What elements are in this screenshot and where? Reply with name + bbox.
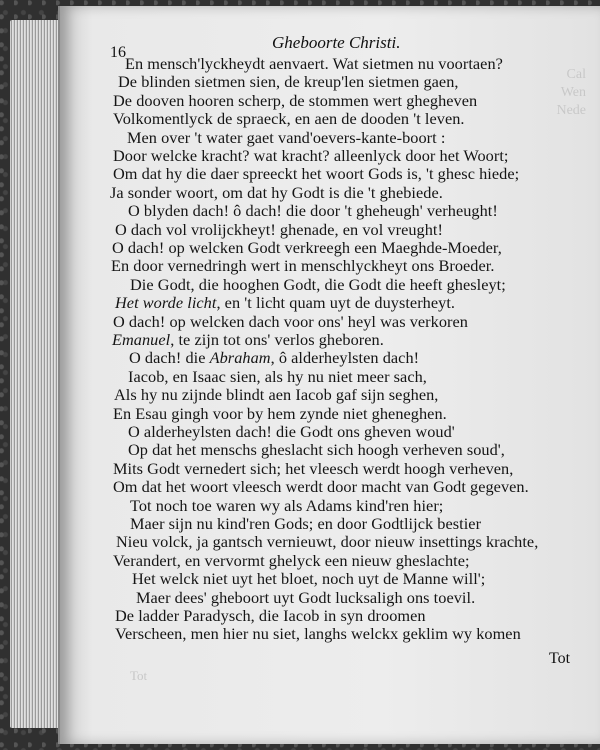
verse-line: O alderheylsten dach! die Godt ons gheven woud' [128,422,455,441]
verse-line: Ja sonder woort, om dat hy Godt is die 't ghebiede. [110,182,443,202]
verse-line: Maer dees' gheboort uyt Godt lucksaligh ons toevil. [136,587,476,607]
verse-line: O blyden dach! ô dach! die door 't gheheugh' verheught! [128,201,498,221]
bleed-bottom-text: Tot [130,668,148,683]
bleed-line: Cal [566,67,586,82]
verse-line: En door vernedringh wert in menschlyckheyt ons Broeder. [111,256,495,276]
verse-line: De blinden sietmen sien, de kreup'len sietmen gaen, [118,72,459,92]
verse-line: Emanuel, te zijn tot ons' verlos gheboren. [112,330,384,349]
verse-line: Die Godt, die hooghen Godt, die Godt die heeft ghesleyt; [130,274,506,294]
verse-line: Verandert, en vervormt ghelyck een nieuw gheslachte; [113,550,470,570]
bleed-line: Nede [556,103,586,118]
catchword: Tot [549,650,571,667]
verse-line: Nieu volck, ja gantsch vernieuwt, door nieuw insettings krachte, [116,532,539,552]
page-stack-edge [10,20,60,728]
running-head: Gheboorte Christi. [272,33,401,52]
verse-line: O dach! op welcken dach voor ons' heyl was verkoren [113,311,468,331]
verse-line: Men over 't water gaet vand'oevers-kante-boort : [127,127,446,147]
verse-line: O dach! op welcken Godt verkreegh een Maeghde-Moeder, [112,238,502,257]
verse-line: O dach vol vrolijckheyt! ghenade, en vol vreught! [115,219,443,239]
verse-line: Op dat het menschs gheslacht sich hoogh verheven soud', [128,440,505,460]
verse-line: De dooven hooren scherp, de stommen wert ghegheven [113,90,478,110]
verse-line: De ladder Paradysch, die Iacob in syn droomen [115,606,426,625]
verse-line: En Esau gingh voor by hem zynde niet gheneghen. [113,403,447,423]
verse-line: Als hy nu zijnde blindt aen Iacob gaf sijn seghen, [114,385,439,405]
page-number: 16 [110,44,126,61]
verse-line: Om dat hy die daer spreeckt het woort Gods is, 't ghesc hiede; [113,164,520,184]
verse-line: Het welck niet uyt het bloet, noch uyt de Manne will'; [132,569,486,589]
bleed-line: Wen [560,85,586,100]
verse-line: Om dat het woort vleesch werdt door macht van Godt gegeven. [113,477,529,497]
verse-line: Tot noch toe waren wy als Adams kind'ren hier; [130,495,444,515]
verse-line: Volkomentlyck de spraeck, en aen de dooden 't leven. [113,109,465,129]
bleed-through-text [516,66,586,118]
verse-line: O dach! die Abraham, ô alderheylsten dach! [129,348,420,368]
verse-line: Iacob, en Isaac sien, als hy nu niet meer sach, [128,366,427,386]
verse-line: Het worde licht, en 't licht quam uyt de duysterheyt. [115,293,456,313]
verse-line: Maer sijn nu kind'ren Gods; en door Godtlijck bestier [130,514,482,533]
verse-line: En mensch'lyckheydt aenvaert. Wat sietmen nu voortaen? [125,54,503,73]
verse-line: Mits Godt vernedert sich; het vleesch werdt hoogh verheven, [113,458,514,478]
verse-line: Verscheen, men hier nu siet, langhs welckx geklim wy komen [115,624,521,644]
verse-line: Door welcke kracht? wat kracht? alleenlyck door het Woort; [113,146,509,165]
